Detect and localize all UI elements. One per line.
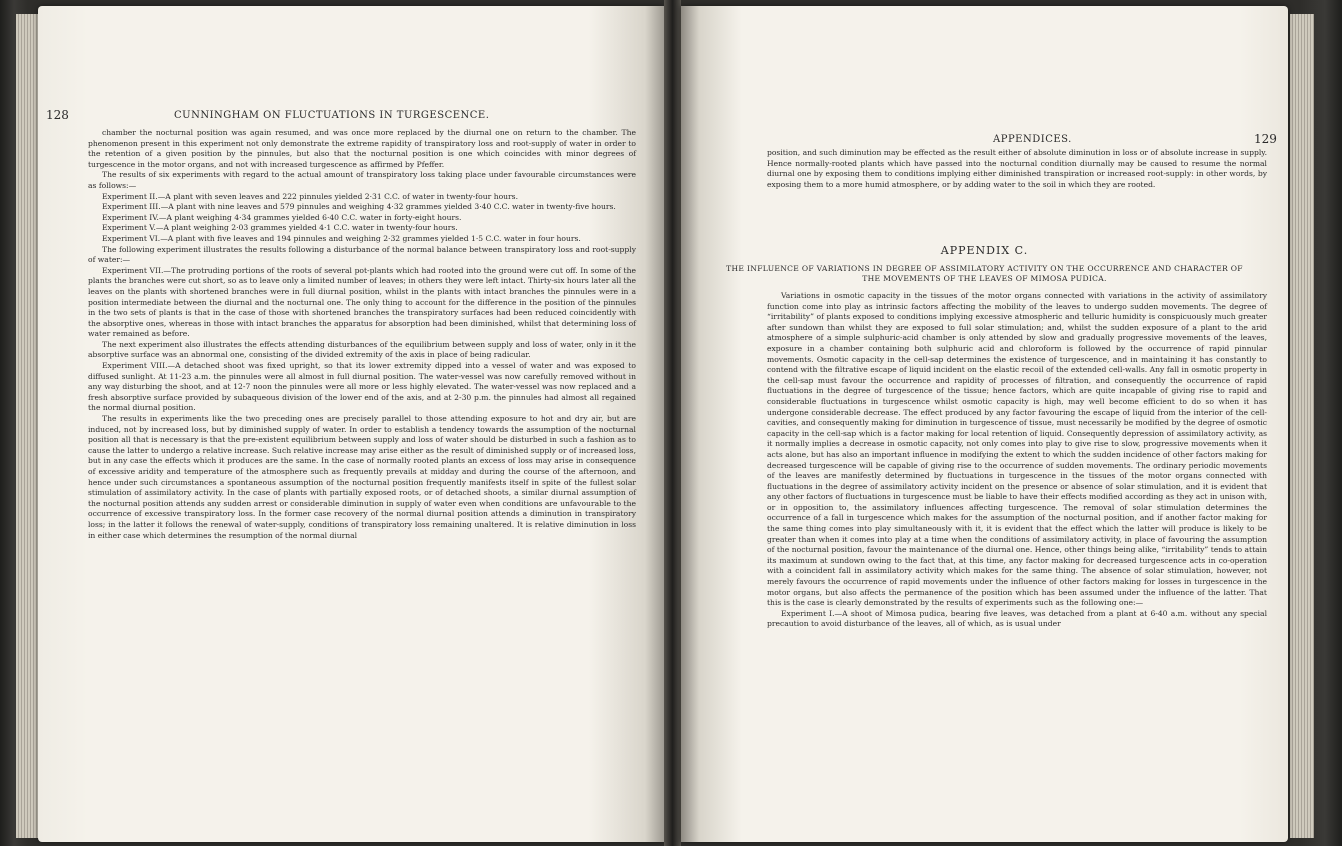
paragraph: The results in experiments like the two preceding ones are precisely parallel to those attending exposure to hot and dry air, but are induced, not by increased loss, but by diminished supply of water. In order to establish a tendency towards the assumption of the nocturnal position all that is necessary is that the pre-existent equilibrium between supply and loss of water should be disturbed in such a fashion as to cause the latter to undergo a relative increase. Such relative increase may arise either as the result of diminished supply or of increased loss, but in any case the effects which it produces are the same. In the case of normally rooted plants an excess of loss may arise in consequence of excessive aridity and temperature of the atmosphere such as frequently prevails at midday and during the course of the afternoon, and hence under such circumstances a spontaneous assumption of the nocturnal position frequently manifests itself in spite of the fullest solar stimulation of assimilatory activity. In the case of plants with partially exposed roots, or of detached shoots, a similar diurnal assumption of the nocturnal position attends any sudden arrest or considerable diminution in supply of water even when conditions are unfavourable to the occurrence of excessive transpiratory loss. In the former case recovery of the normal diurnal position attends a diminution in transpiratory loss; in the latter it follows the renewal of water-supply, conditions of transpiratory loss remaining unaltered. It is relative diminution in loss in either case which determines the resumption of the normal diurnal	[88, 414, 636, 540]
right-page-number: 129	[1254, 132, 1277, 146]
right-page	[681, 6, 1288, 842]
paragraph: Experiment II.—A plant with seven leaves and 222 pinnules yielded 2·31 C.C. of water in twenty-four hours.	[102, 191, 518, 201]
appendix-subtitle: THE INFLUENCE OF VARIATIONS IN DEGREE OF ASSIMILATORY ACTIVITY ON THE OCCURRENCE AND CHARACTER OF THE MOVEMENTS OF THE LEAVES OF MIMOSA PUDICA.	[726, 264, 1243, 283]
right-running-header: APPENDICES.	[993, 134, 1072, 145]
paragraph: Experiment VIII.—A detached shoot was fixed upright, so that its lower extremity dipped into a vessel of water and was exposed to diffused sunlight. At 11-23 a.m. the pinnules were all almost in full diurnal position. The water-vessel was now carefully removed without in any way disturbing the shoot, and at 12-7 noon the pinnules were all more or less highly elevated. The water-vessel was now replaced and a fresh absorptive surface provided by subaqueous division of the lower end of the axis, and at 2-30 p.m. the pinnules had almost all regained the normal diurnal position.	[88, 361, 636, 413]
paragraph: Experiment V.—A plant weighing 2·03 grammes yielded 4·1 C.C. water in twenty-four hours.	[102, 223, 458, 233]
left-page	[38, 6, 664, 842]
paragraph: The results of six experiments with regard to the actual amount of transpiratory loss taking place under favourable circumstances were as follows:—	[88, 170, 636, 190]
paragraph: Experiment III.—A plant with nine leaves and 579 pinnules and weighing 4·32 grammes yielded 3·40 C.C. water in twenty-five hours.	[102, 202, 616, 212]
left-body-text	[88, 128, 636, 541]
left-running-header: CUNNINGHAM ON FLUCTUATIONS IN TURGESCENCE.	[174, 110, 490, 121]
book-gutter	[664, 0, 681, 846]
paragraph: Variations in osmotic capacity in the tissues of the motor organs connected with variations in the activity of assimilatory function come into play as intrinsic factors affecting the mobility of the leaves to undergo sudden movements. The degree of “irritability” of plants exposed to conditions implying excessive atmospheric and telluric humidity is conspicuously much greater after sundown than whilst they are exposed to full solar stimulation; and, whilst the sudden exposure of a plant to the arid atmosphere of a simple sulphuric-acid chamber is only attended by slow and gradually progressive movements of the leaves, exposure in a chamber containing both sulphuric acid and chloroform is followed by the occurrence of rapid pinnular movements. Osmotic capacity in the cell-sap determines the existence of turgescence, and in maintaining it has constantly to contend with the filtrative escape of liquid incident on the elastic recoil of the extended cell-walls. Any fall in osmotic property in the cell-sap must favour the occurrence and rapidity of processes of filtration, and consequently the occurrence of rapid fluctuations in the degree of turgescence of the tissue; hence factors, which are quite incapable of giving rise to rapid and considerable fluctuations in turgescence whilst osmotic capacity is high, may well become efficient to do so when it has undergone considerable decrease. The effect produced by any factor favouring the escape of liquid from the interior of the cell-cavities, and consequently making for diminution in turgescence of tissue, must necessarily be modified by the degree of osmotic capacity in the cell-sap which is a factor making for local retention of liquid. Consequently depression of assimilatory activity, as it normally implies a decrease in osmotic capacity, not only comes into play to give rise to slow, progressive movements when it acts alone, but has also an important influence in modifying the extent to which the sudden incidence of other factors making for decreased turgescence will be capable of giving rise to the occurrence of sudden movements. The ordinary periodic movements of the leaves are manifestly determined by fluctuations in turgescence in the tissues of the motor organs connected with fluctuations in the degree of assimilatory activity incident on the presence or absence of solar stimulation, and it is evident that any other factors of fluctuations in turgescence must be liable to have their effects modified according as they act in unison with, or in opposition to, the assimilatory influences affecting turgescence. The removal of solar stimulation determines the occurrence of a fall in turgescence which makes for the assumption of the nocturnal position, and if another factor making for the same thing comes into play simultaneously with it, it is evident that the effect which the latter will produce is likely to be greater than when it comes into play at a time when the conditions of assimilatory activity, in place of favouring the assumption of the nocturnal position, favour the maintenance of the diurnal one. Hence, other things being alike, “irritability” tends to attain its maximum at sundown owing to the fact that, at this time, any factor making for decreased turgescence acts in co-operation with a coincident fall in assimilatory activity which makes for the same thing. The absence of solar stimulation, however, not merely favours the occurrence of rapid movements under the influence of other factors making for losses in turgescence in the motor organs, but also affects the permanence of the position which has been assumed under the influence of the latter. That this is the case is clearly demonstrated by the results of experiments such as the following one:—	[767, 291, 1267, 608]
paragraph: The following experiment illustrates the results following a disturbance of the normal balance between transpiratory loss and root-supply of water:—	[88, 244, 636, 265]
right-top-paragraph	[767, 148, 1267, 190]
right-body-text	[767, 291, 1267, 630]
left-page-number: 128	[46, 108, 69, 122]
paragraph: chamber the nocturnal position was again resumed, and was once more replaced by the diurnal one on return to the chamber. The phenomenon present in this experiment not only demonstrate the extreme rapidity of transpiratory loss and root-supply of water in order to the retention of a given position by the pinnules, but also that the nocturnal position is one which coincides with minor degrees of turgescence in the motor organs, and not with increased turgescence as affirmed by Pfeffer.	[88, 128, 636, 169]
paragraph: The next experiment also illustrates the effects attending disturbances of the equilibrium between supply and loss of water, only in it the absorptive surface was an abnormal one, consisting of the divided extremity of the axis in place of being radicular.	[88, 339, 636, 360]
paragraph: Experiment I.—A shoot of Mimosa pudica, bearing five leaves, was detached from a plant at 6-40 a.m. without any special precaution to avoid disturbance of the leaves, all of which, as is usual under	[767, 608, 1267, 629]
right-page-edges	[1290, 14, 1314, 838]
left-page-edges	[16, 14, 38, 838]
paragraph: Experiment IV.—A plant weighing 4·34 grammes yielded 6·40 C.C. water in forty-eight hours.	[102, 212, 462, 222]
paragraph: Experiment VI.—A plant with five leaves and 194 pinnules and weighing 2·32 grammes yielded 1·5 C.C. water in four hours.	[102, 233, 581, 243]
paragraph: Experiment VII.—The protruding portions of the roots of several pot-plants which had rooted into the ground were cut off. In some of the plants the branches were cut short, so as to leave only a limited number of leaves; in others they were left intact. Thirty-six hours later all the leaves on the plants with shortened branches were in full diurnal position, whilst in the plants with intact branches the pinnules were in a position intermediate between the diurnal and the nocturnal one. The only thing to account for the difference in the position of the pinnules in the two sets of plants is that in the case of those with shortened branches the transpiratory surfaces had been reduced coincidently with the absorptive ones, whereas in those with intact branches the apparatus for absorption had been diminished, whilst that determining loss of water remained as before.	[88, 265, 636, 339]
appendix-title: APPENDIX C.	[940, 244, 1029, 257]
paragraph: position, and such diminution may be effected as the result either of absolute diminution in loss or of absolute increase in supply. Hence normally-rooted plants which have passed into the nocturnal condition diurnally may be caused to resume the normal diurnal one by exposing them to conditions implying either diminished transpiration or increased root-supply: in other words, by exposing them to a more humid atmosphere, or by adding water to the soil in which they are rooted.	[767, 148, 1267, 189]
